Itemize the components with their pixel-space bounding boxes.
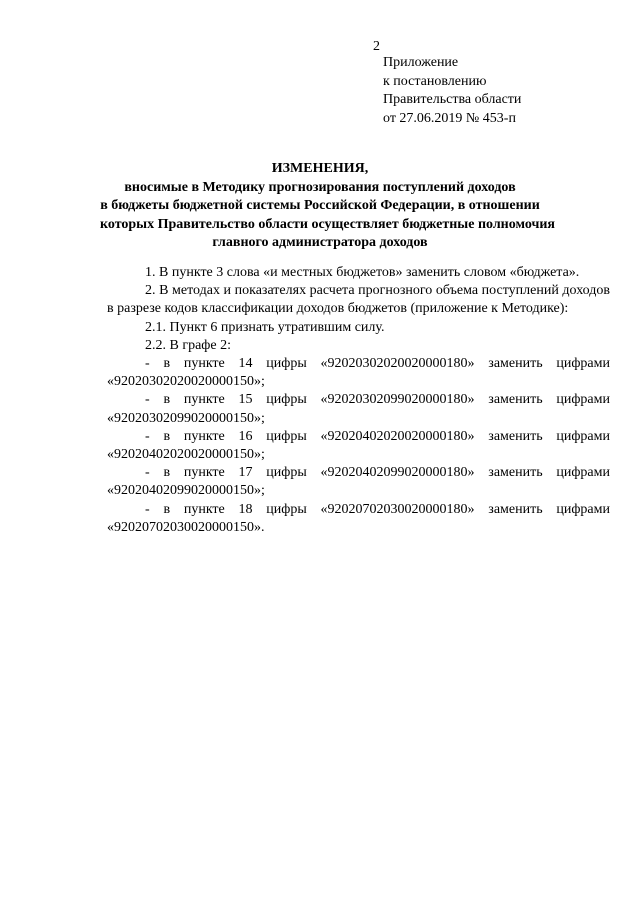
amendment-word: в (163, 428, 171, 444)
amendment-word: заменить (488, 356, 543, 372)
title-line: главного администратора доходов (212, 235, 428, 250)
amendment-word: 18 (238, 501, 253, 517)
amendment-word: 16 (238, 428, 253, 444)
amendment-word: цифры (266, 465, 307, 481)
amendment-word: 14 (238, 356, 253, 372)
amendment-word: цифрами (556, 501, 610, 517)
amendment-word: цифры (266, 428, 307, 444)
paragraph-1: 1. В пункте 3 слова «и местных бюджетов» заменить словом «бюджета». (145, 265, 580, 280)
amendment-item-continuation: «92020702030020000150». (107, 519, 265, 535)
amendment-word: заменить (488, 465, 543, 481)
amendment-word: - (145, 501, 150, 517)
appendix-line: Правительства области (383, 92, 522, 108)
paragraph-2-1: 2.1. Пункт 6 признать утратившим силу. (145, 319, 385, 335)
amendment-word: 15 (238, 392, 253, 408)
paragraph-2: 2. В методах и показателях расчета прогнозного объема поступлений доходов в разрезе кодов классификации доходов бюджетов (приложение к Методике): (107, 283, 610, 317)
paragraph-2-2: 2.2. В графе 2: (145, 337, 231, 353)
amendment-item (107, 428, 610, 446)
title-heading: ИЗМЕНЕНИЯ, (271, 161, 369, 176)
amendment-word: пункте (183, 428, 225, 444)
amendment-word: в (163, 465, 171, 481)
amendment-word: заменить (488, 428, 543, 444)
amendment-word: пункте (183, 356, 225, 372)
amendment-word: в (163, 392, 171, 408)
amendment-item-continuation: «92020302099020000150»; (107, 410, 265, 426)
document-title (100, 160, 556, 253)
amendment-item (107, 355, 610, 373)
title-line: вносимые в Методику прогнозирования поступлений доходов (124, 179, 516, 195)
amendment-word: 17 (238, 465, 253, 481)
title-line: которых Правительство области осуществляет бюджетные полномочия (100, 216, 556, 232)
amendment-word: в (163, 501, 171, 517)
amendment-word: пункте (183, 501, 225, 517)
appendix-line: Приложение (383, 55, 459, 70)
appendix-line: к постановлению (383, 73, 487, 89)
amendment-word: - (145, 428, 150, 444)
amendment-item (107, 391, 610, 409)
amendment-word: пункте (183, 465, 225, 481)
amendment-word: пункте (183, 392, 225, 408)
amendment-word: цифрами (556, 428, 610, 444)
amendment-word: заменить (488, 501, 543, 517)
amendment-word: «92020302099020000180» (320, 392, 475, 408)
title-line: в бюджеты бюджетной системы Российской Федерации, в отношении (100, 198, 540, 213)
appendix-block (383, 54, 521, 129)
amendment-word: цифрами (556, 465, 610, 481)
appendix-line: от 27.06.2019 № 453-п (383, 111, 516, 127)
amendment-item (107, 501, 610, 519)
amendment-item-continuation: «92020402020020000150»; (107, 447, 265, 463)
amendment-word: «92020702030020000180» (320, 501, 475, 517)
amendment-word: - (145, 465, 150, 481)
amendment-word: «92020402099020000180» (320, 465, 475, 481)
amendment-word: «92020402020020000180» (320, 428, 475, 444)
amendment-word: цифры (266, 392, 307, 408)
amendment-word: «92020302020020000180» (320, 356, 475, 372)
amendment-word: заменить (488, 392, 543, 408)
amendment-word: - (145, 392, 150, 408)
document-body (107, 264, 610, 537)
amendment-item-continuation: «92020302020020000150»; (107, 374, 265, 390)
amendment-word: - (145, 356, 150, 372)
amendment-word: цифрами (556, 356, 610, 372)
amendment-item-continuation: «92020402099020000150»; (107, 483, 265, 499)
amendment-item (107, 464, 610, 482)
amendment-word: цифры (266, 356, 307, 372)
amendment-word: в (163, 356, 171, 372)
page-number: 2 (373, 39, 380, 54)
amendment-word: цифры (266, 501, 307, 517)
amendment-word: цифрами (556, 392, 610, 408)
amendment-list (107, 355, 610, 537)
